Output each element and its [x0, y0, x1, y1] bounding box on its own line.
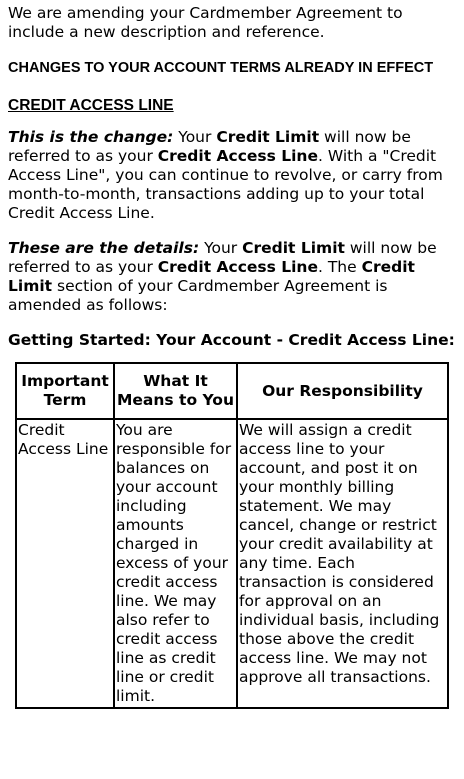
table-row	[16, 419, 448, 708]
details-paragraph	[8, 239, 456, 315]
change-text-1: Your	[173, 128, 217, 146]
change-bold-2: Credit Access Line	[157, 147, 318, 165]
cell-responsibility: We will assign a credit access line to your account, and post it on your monthly billing statement. We may cancel, change or restrict your credit availability at any time. Each transaction is considered for approval on an individual basis, including those above the credit access line. We may not approve all transactions.	[237, 419, 448, 708]
change-paragraph	[8, 128, 456, 223]
details-text-4: section of your Cardmember Agreement is amended as follows:	[8, 277, 388, 314]
cell-meaning: You are responsible for balances on your account including amounts charged in excess of your credit access line. We may also refer to credit access line as credit line or credit limit.	[114, 419, 237, 708]
details-text-1: Your	[199, 239, 243, 257]
header-what-it-means: What It Means to You	[114, 363, 237, 419]
change-text-2: will now be referred to as your	[8, 128, 411, 165]
intro-text: We are amending your Cardmember Agreement to include a new description and reference.	[8, 4, 403, 41]
table-header-row	[16, 363, 448, 419]
change-lead: This is the change:	[8, 128, 174, 146]
header-our-responsibility: Our Responsibility	[237, 363, 448, 419]
change-bold-1: Credit Limit	[216, 128, 320, 146]
section-title: CREDIT ACCESS LINE	[8, 97, 174, 114]
changes-heading: CHANGES TO YOUR ACCOUNT TERMS ALREADY IN EFFECT	[8, 60, 434, 76]
change-text-3: . With a "Credit Access Line", you can continue to revolve, or carry from month-to-month, transactions adding up to your total Credit Access Line.	[8, 147, 443, 222]
details-bold-1: Credit Limit	[242, 239, 345, 257]
details-bold-2: Credit Access Line	[157, 258, 318, 276]
details-text-3: . The	[317, 258, 362, 276]
getting-started-heading: Getting Started: Your Account - Credit Access Line:	[8, 331, 455, 349]
terms-table	[15, 362, 449, 709]
details-text-2: will now be referred to as your	[8, 239, 437, 276]
header-important-term: Important Term	[16, 363, 114, 419]
details-bold-3: Credit Limit	[8, 258, 415, 295]
cell-term: Credit Access Line	[16, 419, 114, 708]
details-lead: These are the details:	[8, 239, 200, 257]
agreement-page	[8, 4, 456, 709]
